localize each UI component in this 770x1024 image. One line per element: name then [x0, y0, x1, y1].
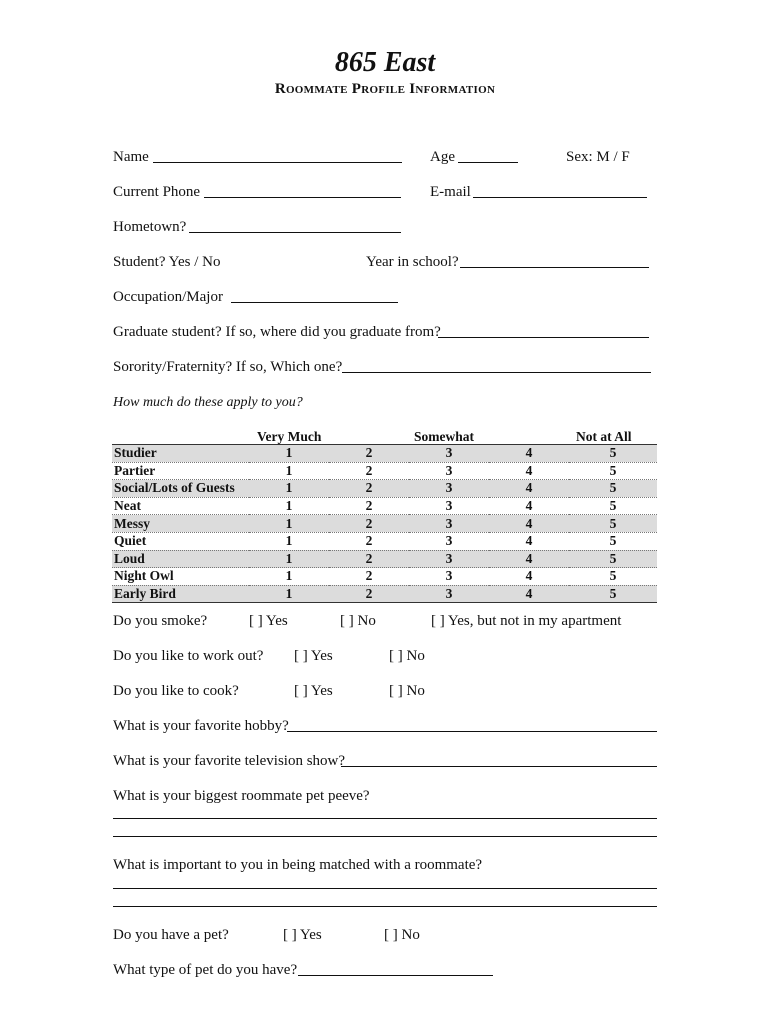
year-in-school-label: Year in school?	[366, 254, 459, 270]
rating-option-2[interactable]: 2	[329, 445, 409, 463]
current-phone-label: Current Phone	[113, 184, 201, 200]
student-label: Student? Yes / No	[113, 254, 221, 270]
rating-row	[112, 497, 657, 515]
cook-yes-checkbox[interactable]: [ ] Yes	[294, 683, 333, 699]
smoke-no-checkbox[interactable]: [ ] No	[340, 613, 376, 629]
rating-option-3[interactable]: 3	[409, 480, 489, 498]
sorority-field[interactable]	[342, 372, 651, 373]
important-line-1[interactable]	[113, 888, 657, 889]
email-label: E-mail	[430, 184, 471, 200]
important-line-2[interactable]	[113, 906, 657, 907]
occupation-field[interactable]	[231, 302, 398, 303]
rating-option-5[interactable]: 5	[569, 550, 657, 568]
rating-option-4[interactable]: 4	[489, 550, 569, 568]
rating-option-4[interactable]: 4	[489, 445, 569, 463]
workout-label: Do you like to work out?	[113, 648, 264, 664]
smoke-not-apartment-checkbox[interactable]: [ ] Yes, but not in my apartment	[431, 613, 622, 629]
rating-option-2[interactable]: 2	[329, 480, 409, 498]
name-field[interactable]	[153, 162, 402, 163]
rating-option-4[interactable]: 4	[489, 480, 569, 498]
pet-no-checkbox[interactable]: [ ] No	[384, 927, 420, 943]
rating-row	[112, 480, 657, 498]
pet-yes-checkbox[interactable]: [ ] Yes	[283, 927, 322, 943]
workout-no-checkbox[interactable]: [ ] No	[389, 648, 425, 664]
pet-type-label: What type of pet do you have?	[113, 962, 298, 978]
rating-option-3[interactable]: 3	[409, 445, 489, 463]
current-phone-field[interactable]	[204, 197, 401, 198]
pet-type-field[interactable]	[298, 975, 493, 976]
age-field[interactable]	[458, 162, 518, 163]
rating-row	[112, 515, 657, 533]
form-title: 865 East	[334, 47, 436, 78]
rating-option-4[interactable]: 4	[489, 585, 569, 603]
ratings-table	[112, 444, 657, 603]
graduate-label: Graduate student? If so, where did you graduate from?	[113, 324, 441, 340]
trait-label: Quiet	[112, 532, 249, 550]
rating-option-4[interactable]: 4	[489, 515, 569, 533]
rating-row	[112, 585, 657, 603]
trait-label: Night Owl	[112, 568, 249, 586]
tv-show-field[interactable]	[341, 766, 657, 767]
rating-row	[112, 550, 657, 568]
trait-label: Neat	[112, 497, 249, 515]
rating-option-2[interactable]: 2	[329, 497, 409, 515]
rating-option-3[interactable]: 3	[409, 532, 489, 550]
rating-option-3[interactable]: 3	[409, 497, 489, 515]
name-label: Name	[113, 149, 149, 165]
hometown-field[interactable]	[189, 232, 401, 233]
rating-option-1[interactable]: 1	[249, 515, 329, 533]
rating-option-4[interactable]: 4	[489, 568, 569, 586]
trait-label: Studier	[112, 445, 249, 463]
rating-option-5[interactable]: 5	[569, 532, 657, 550]
rating-option-3[interactable]: 3	[409, 568, 489, 586]
rating-row	[112, 532, 657, 550]
trait-label: Loud	[112, 550, 249, 568]
smoke-label: Do you smoke?	[113, 613, 208, 629]
rating-row	[112, 445, 657, 463]
rating-option-2[interactable]: 2	[329, 515, 409, 533]
rating-option-1[interactable]: 1	[249, 550, 329, 568]
rating-option-5[interactable]: 5	[569, 515, 657, 533]
rating-option-2[interactable]: 2	[329, 462, 409, 480]
rating-option-5[interactable]: 5	[569, 445, 657, 463]
rating-option-1[interactable]: 1	[249, 480, 329, 498]
important-label: What is important to you in being matched with a roommate?	[113, 857, 483, 873]
rating-row	[112, 568, 657, 586]
rating-option-2[interactable]: 2	[329, 585, 409, 603]
rating-option-3[interactable]: 3	[409, 462, 489, 480]
cook-no-checkbox[interactable]: [ ] No	[389, 683, 425, 699]
rating-option-2[interactable]: 2	[329, 532, 409, 550]
rating-option-5[interactable]: 5	[569, 462, 657, 480]
trait-label: Social/Lots of Guests	[112, 480, 249, 498]
form-subtitle: Roommate Profile Information	[274, 81, 496, 97]
header-not-at-all: Not at All	[576, 429, 632, 444]
rating-option-5[interactable]: 5	[569, 497, 657, 515]
rating-option-1[interactable]: 1	[249, 462, 329, 480]
rating-option-1[interactable]: 1	[249, 585, 329, 603]
rating-option-3[interactable]: 3	[409, 550, 489, 568]
age-label: Age	[430, 149, 455, 165]
rating-option-5[interactable]: 5	[569, 568, 657, 586]
hometown-label: Hometown?	[113, 219, 187, 235]
cook-label: Do you like to cook?	[113, 683, 239, 699]
pet-peeve-label: What is your biggest roommate pet peeve?	[113, 788, 370, 804]
have-pet-label: Do you have a pet?	[113, 927, 229, 943]
tv-show-label: What is your favorite television show?	[113, 753, 346, 769]
hobby-label: What is your favorite hobby?	[113, 718, 289, 734]
ratings-prompt: How much do these apply to you?	[113, 395, 303, 410]
rating-option-5[interactable]: 5	[569, 585, 657, 603]
header-somewhat: Somewhat	[414, 429, 474, 444]
sex-label: Sex: M / F	[566, 149, 630, 165]
email-field[interactable]	[473, 197, 647, 198]
rating-row	[112, 462, 657, 480]
rating-option-1[interactable]: 1	[249, 445, 329, 463]
hobby-field[interactable]	[287, 731, 657, 732]
year-in-school-field[interactable]	[460, 267, 649, 268]
rating-option-1[interactable]: 1	[249, 497, 329, 515]
graduate-field[interactable]	[438, 337, 649, 338]
rating-option-3[interactable]: 3	[409, 515, 489, 533]
rating-option-5[interactable]: 5	[569, 480, 657, 498]
occupation-label: Occupation/Major	[113, 289, 223, 305]
workout-yes-checkbox[interactable]: [ ] Yes	[294, 648, 333, 664]
smoke-yes-checkbox[interactable]: [ ] Yes	[249, 613, 288, 629]
trait-label: Partier	[112, 462, 249, 480]
rating-option-1[interactable]: 1	[249, 568, 329, 586]
rating-option-4[interactable]: 4	[489, 497, 569, 515]
rating-option-3[interactable]: 3	[409, 585, 489, 603]
header-very-much: Very Much	[257, 429, 322, 444]
pet-peeve-line-2[interactable]	[113, 836, 657, 837]
sorority-label: Sorority/Fraternity? If so, Which one?	[113, 359, 343, 375]
rating-option-4[interactable]: 4	[489, 462, 569, 480]
rating-option-2[interactable]: 2	[329, 550, 409, 568]
rating-option-4[interactable]: 4	[489, 532, 569, 550]
pet-peeve-line-1[interactable]	[113, 818, 657, 819]
rating-option-2[interactable]: 2	[329, 568, 409, 586]
rating-option-1[interactable]: 1	[249, 532, 329, 550]
trait-label: Early Bird	[112, 585, 249, 603]
trait-label: Messy	[112, 515, 249, 533]
